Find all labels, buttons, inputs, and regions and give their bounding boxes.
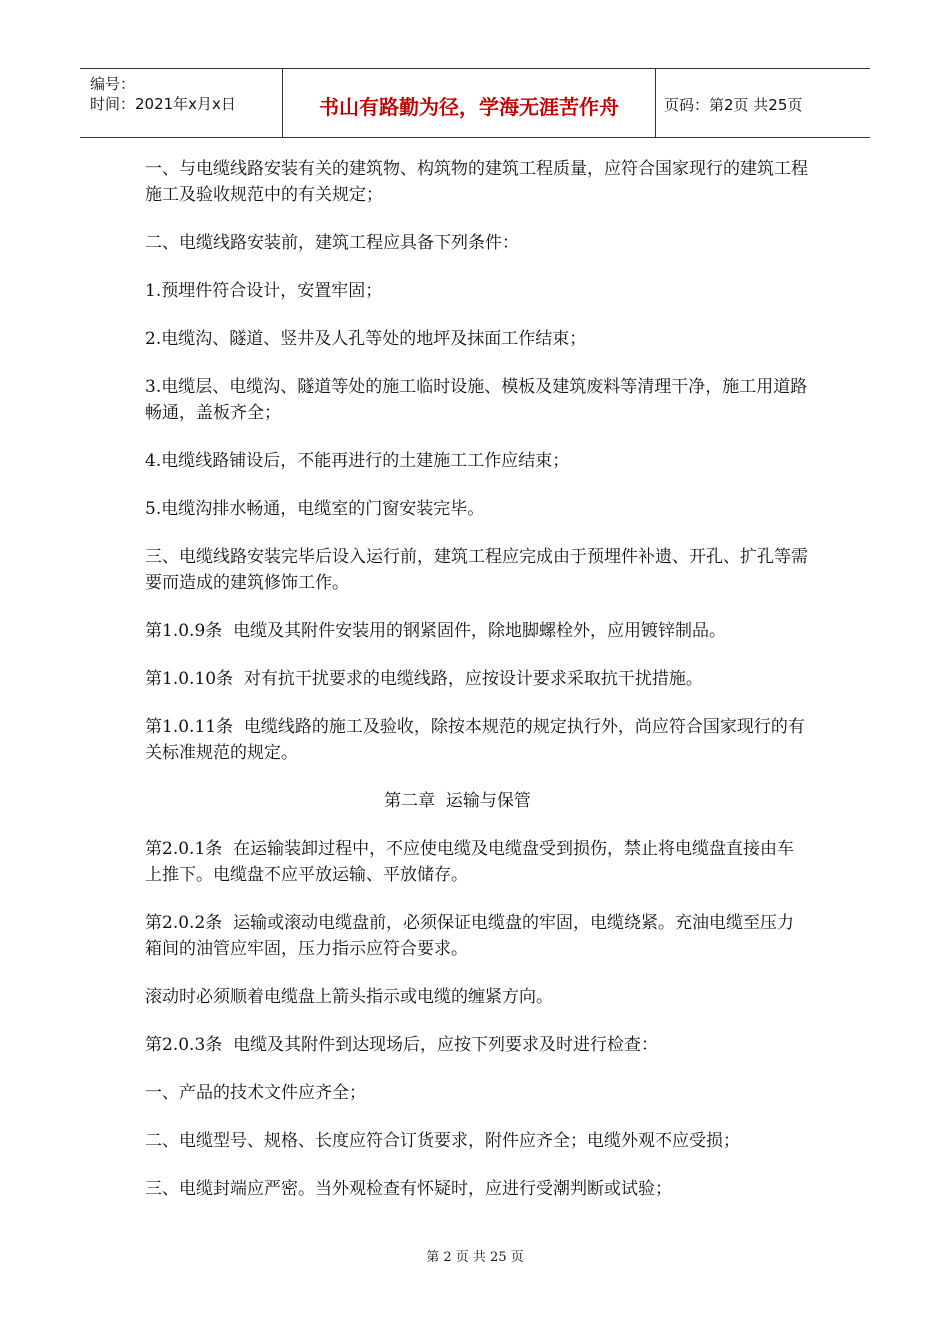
paragraph: 第1.0.11条 电缆线路的施工及验收，除按本规范的规定执行外，尚应符合国家现行的有关标准规范的规定。 xyxy=(145,717,805,763)
paragraph: 2.电缆沟、隧道、竖井及人孔等处的地坪及抹面工作结束； xyxy=(145,329,587,349)
paragraph: 第1.0.9条 电缆及其附件安装用的钢紧固件，除地脚螺栓外，应用镀锌制品。 xyxy=(145,621,727,641)
paragraph: 一、与电缆线路安装有关的建筑物、构筑物的建筑工程质量，应符合国家现行的建筑工程施工及验收规范中的有关规定； xyxy=(145,159,808,205)
paragraph: 第2.0.1条 在运输装卸过程中，不应使电缆及电缆盘受到损伤，禁止将电缆盘直接由车上推下。电缆盘不应平放运输、平放储存。 xyxy=(145,839,795,885)
paragraph: 第1.0.10条 对有抗干扰要求的电缆线路，应按设计要求采取抗干扰措施。 xyxy=(145,669,703,689)
paragraph: 二、电缆线路安装前，建筑工程应具备下列条件： xyxy=(145,233,519,253)
paragraph: 4.电缆线路铺设后，不能再进行的土建施工工作应结束； xyxy=(145,451,570,471)
paragraph: 一、产品的技术文件应齐全； xyxy=(145,1083,366,1103)
header-middle-cell xyxy=(283,69,656,137)
paragraph: 三、电缆封端应严密。当外观检查有怀疑时，应进行受潮判断或试验； xyxy=(145,1179,672,1199)
code-label: 编号： xyxy=(90,75,136,93)
header-right-cell xyxy=(656,69,870,137)
paragraph: 滚动时必须顺着电缆盘上箭头指示或电缆的缠紧方向。 xyxy=(145,987,553,1007)
header-left-cell xyxy=(80,69,283,137)
paragraph: 第2.0.3条 电缆及其附件到达现场后，应按下列要求及时进行检查： xyxy=(145,1035,659,1055)
paragraph: 5.电缆沟排水畅通，电缆室的门窗安装完毕。 xyxy=(145,499,485,519)
header-page-info: 页码：第2页 共25页 xyxy=(664,96,803,114)
page-footer: 第 2 页 共 25 页 xyxy=(426,1250,524,1265)
paragraph: 1.预埋件符合设计，安置牢固； xyxy=(145,281,383,301)
paragraph: 二、电缆型号、规格、长度应符合订货要求，附件应齐全；电缆外观不应受损； xyxy=(145,1131,740,1151)
time-label: 时间：2021年x月x日 xyxy=(90,95,236,113)
paragraph: 3.电缆层、电缆沟、隧道等处的施工临时设施、模板及建筑废料等清理干净，施工用道路畅通，盖板齐全； xyxy=(145,377,808,423)
paragraph: 三、电缆线路安装完毕后设入运行前，建筑工程应完成由于预埋件补遗、开孔、扩孔等需要而造成的建筑修饰工作。 xyxy=(145,547,808,593)
header-motto: 书山有路勤为径，学海无涯苦作舟 xyxy=(319,95,619,119)
document-body xyxy=(145,156,810,1224)
chapter-heading: 第二章 运输与保管 xyxy=(384,791,531,811)
paragraph: 第2.0.2条 运输或滚动电缆盘前，必须保证电缆盘的牢固，电缆绕紧。充油电缆至压力箱间的油管应牢固，压力指示应符合要求。 xyxy=(145,913,795,959)
page-header xyxy=(80,68,870,138)
